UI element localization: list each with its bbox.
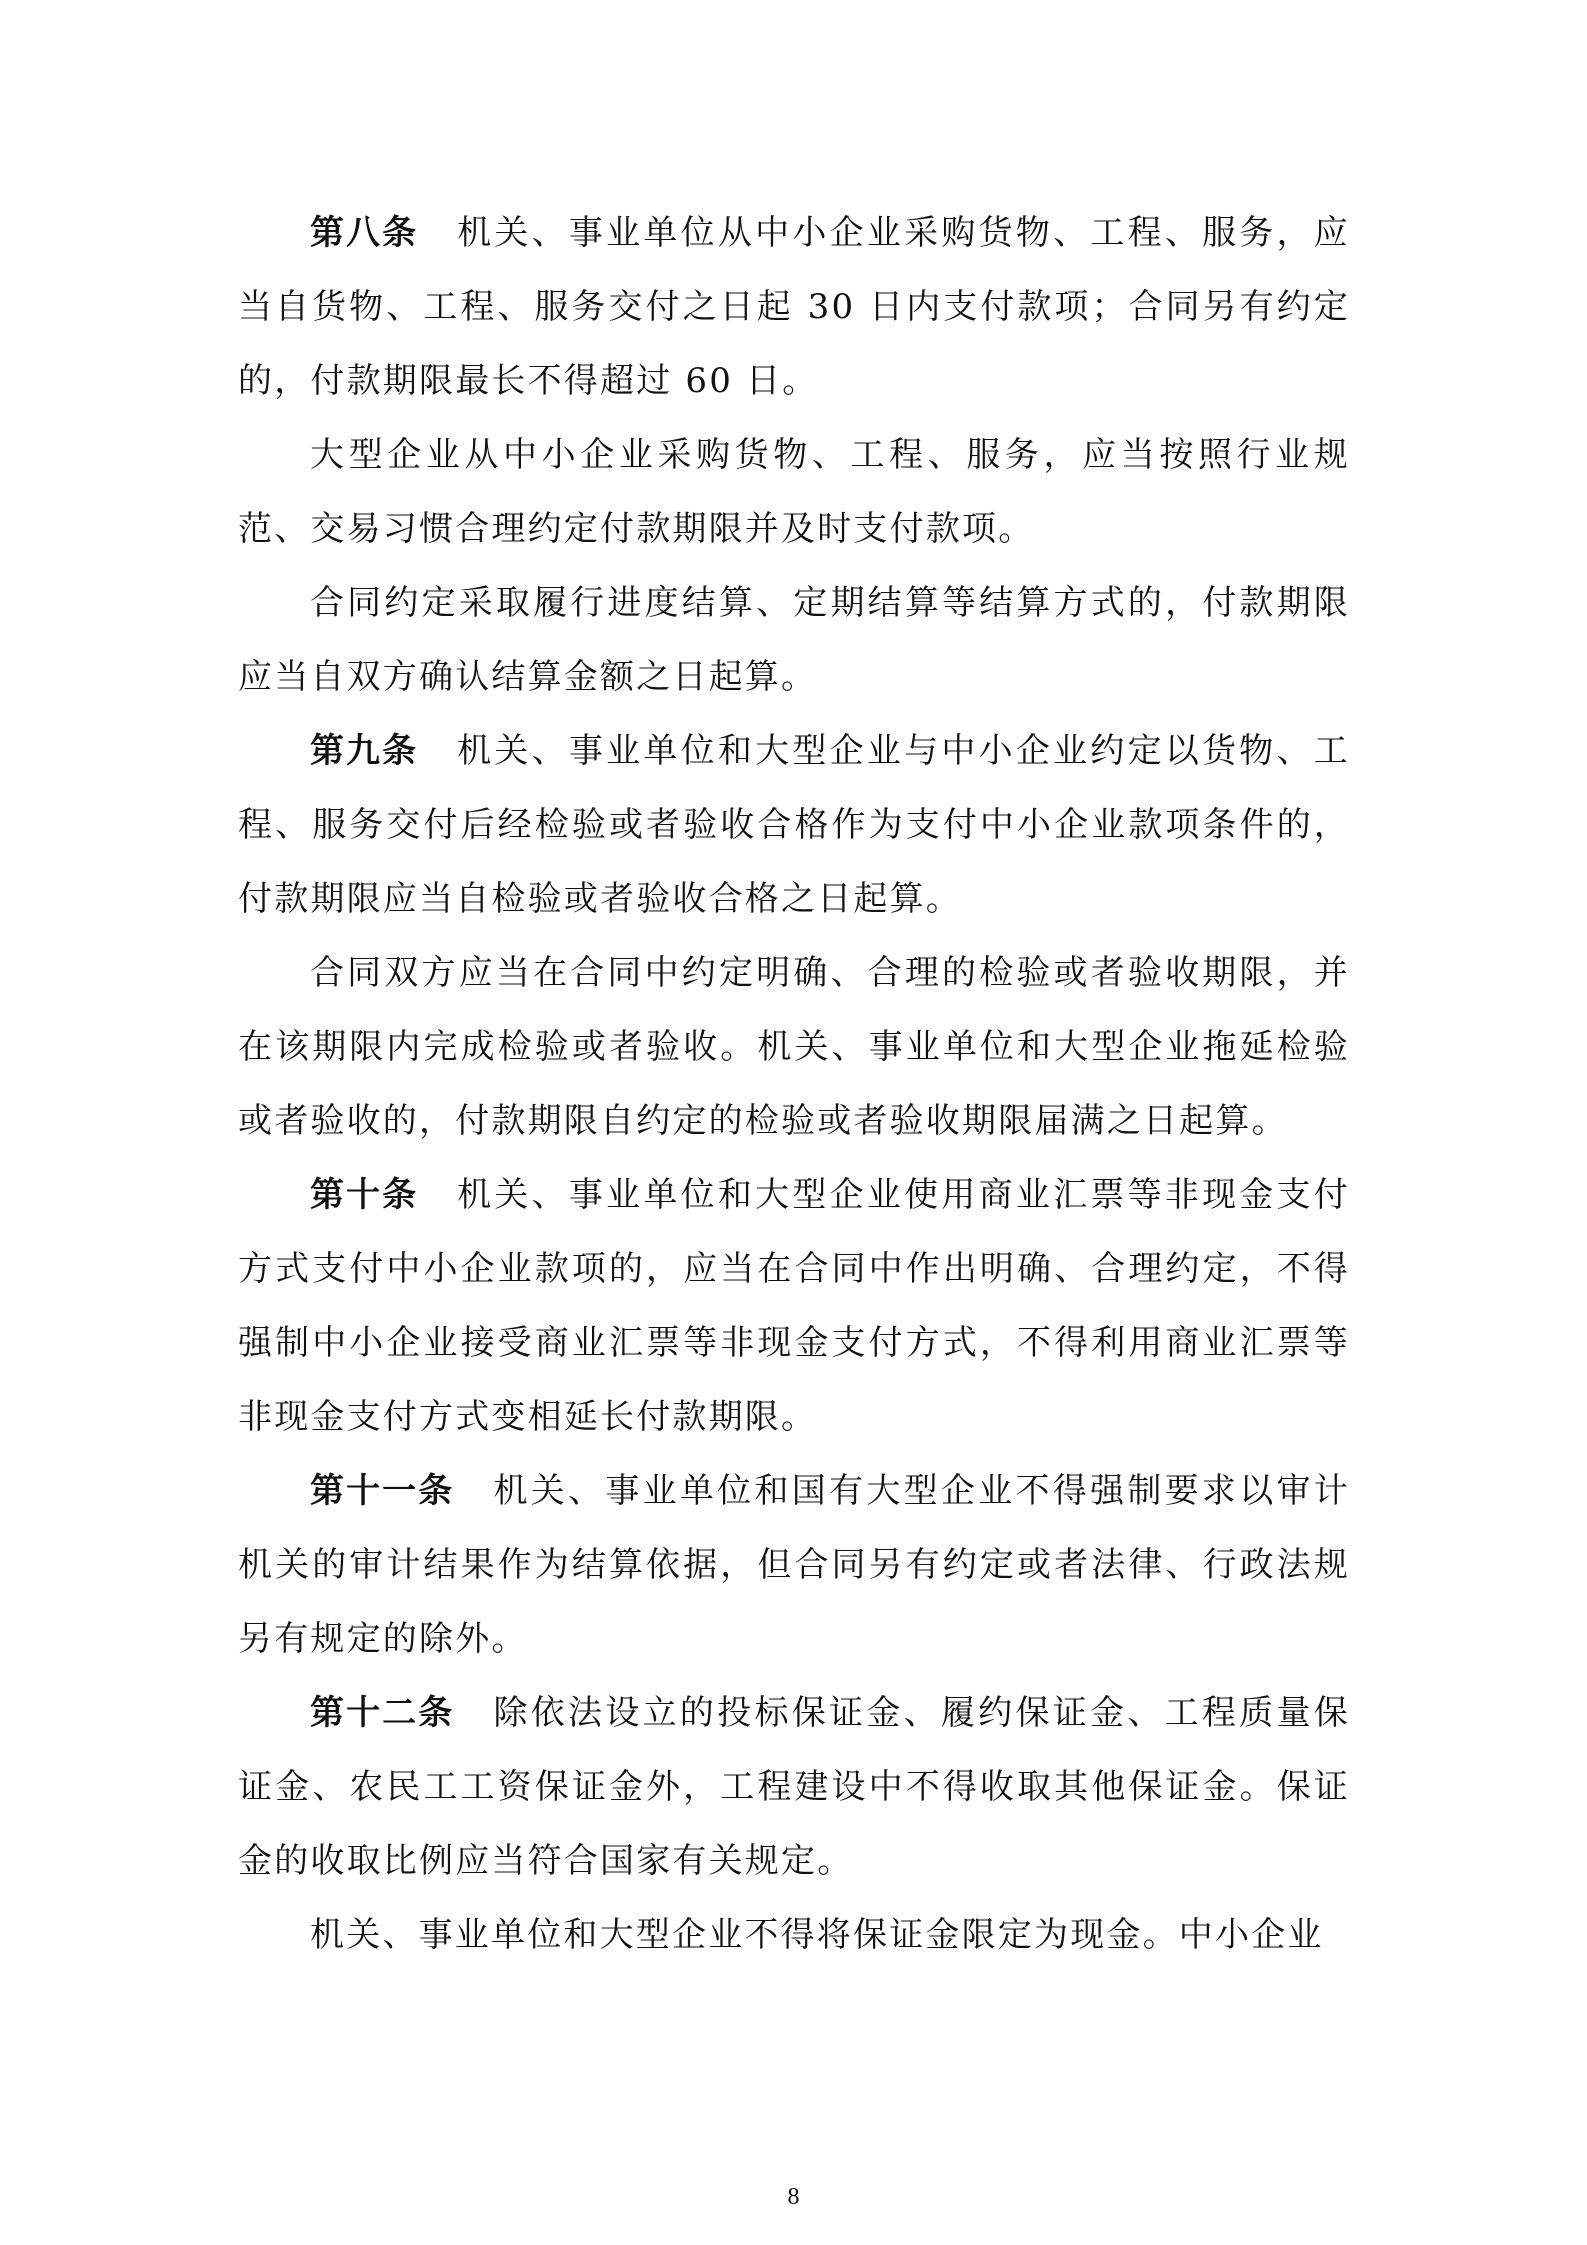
paragraph-text: 机关、事业单位从中小企业采购货物、工程、服务，应当自货物、工程、服务交付之日起 30 日内支付款项；合同另有约定的，付款期限最长不得超过 60 日。 bbox=[238, 213, 1350, 401]
paragraph-text: 大型企业从中小企业采购货物、工程、服务，应当按照行业规范、交易习惯合理约定付款期限并及时支付款项。 bbox=[238, 435, 1350, 549]
paragraph-article-9 bbox=[238, 714, 1350, 936]
article-heading: 第九条 bbox=[310, 731, 419, 771]
paragraph-text: 机关、事业单位和大型企业使用商业汇票等非现金支付方式支付中小企业款项的，应当在合同中作出明确、合理约定，不得强制中小企业接受商业汇票等非现金支付方式，不得利用商业汇票等非现金支付方式变相延长付款期限。 bbox=[238, 1175, 1350, 1437]
paragraph bbox=[238, 1898, 1350, 1972]
paragraph-article-8 bbox=[238, 196, 1350, 418]
paragraph-text: 合同约定采取履行进度结算、定期结算等结算方式的，付款期限应当自双方确认结算金额之日起算。 bbox=[238, 583, 1350, 697]
article-heading: 第十一条 bbox=[310, 1471, 455, 1511]
article-heading: 第十条 bbox=[310, 1175, 419, 1215]
paragraph bbox=[238, 418, 1350, 566]
paragraph-article-11 bbox=[238, 1454, 1350, 1676]
paragraph-text: 机关、事业单位和国有大型企业不得强制要求以审计机关的审计结果作为结算依据，但合同另有约定或者法律、行政法规另有规定的除外。 bbox=[238, 1471, 1350, 1659]
paragraph-text: 机关、事业单位和大型企业不得将保证金限定为现金。中小企业 bbox=[310, 1915, 1324, 1955]
document-body bbox=[238, 196, 1350, 1972]
page-number: 8 bbox=[787, 2184, 800, 2210]
paragraph-text: 除依法设立的投标保证金、履约保证金、工程质量保证金、农民工工资保证金外，工程建设中不得收取其他保证金。保证金的收取比例应当符合国家有关规定。 bbox=[238, 1693, 1350, 1881]
paragraph-article-12 bbox=[238, 1676, 1350, 1898]
article-heading: 第十二条 bbox=[310, 1693, 455, 1733]
paragraph-text: 机关、事业单位和大型企业与中小企业约定以货物、工程、服务交付后经检验或者验收合格作为支付中小企业款项条件的，付款期限应当自检验或者验收合格之日起算。 bbox=[238, 731, 1350, 919]
paragraph-text: 合同双方应当在合同中约定明确、合理的检验或者验收期限，并在该期限内完成检验或者验收。机关、事业单位和大型企业拖延检验或者验收的，付款期限自约定的检验或者验收期限届满之日起算。 bbox=[238, 953, 1350, 1141]
paragraph-article-10 bbox=[238, 1158, 1350, 1454]
paragraph bbox=[238, 936, 1350, 1158]
paragraph bbox=[238, 566, 1350, 714]
article-heading: 第八条 bbox=[310, 213, 419, 253]
